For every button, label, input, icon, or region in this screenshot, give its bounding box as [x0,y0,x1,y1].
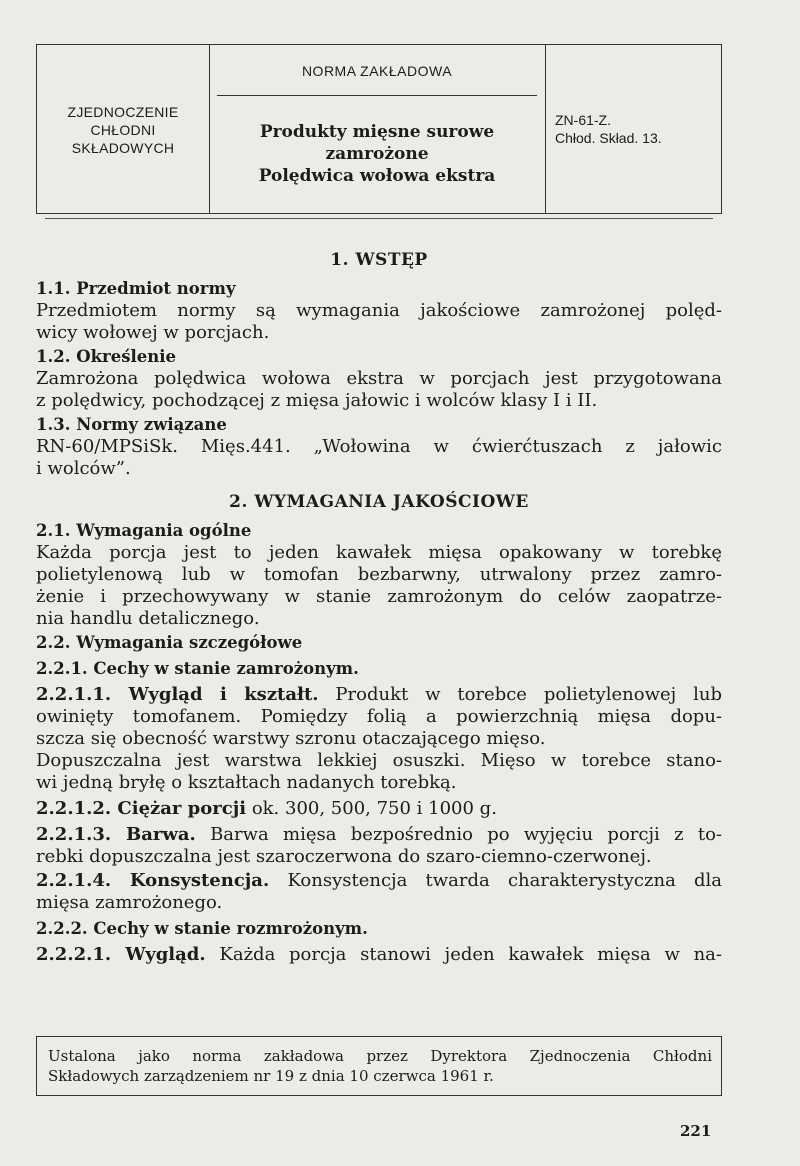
subsection-1-2-text: Zamrożona polędwica wołowa ekstra w porcjach jest przygotowana z polędwicy, pochodzącej z mięsa jałowic i wolców klasy I i II. [36,368,722,411]
organization-name [37,103,209,157]
subsection-2-2-2-1-text: 2.2.2.1. Wygląd. Każda porcja stanowi jeden kawałek mięsa w na- [36,944,722,965]
code-line: Chłod. Skład. 13. [555,130,662,146]
subsection-2-2-1-title: 2.2.1. Cechy w stanie zamrożonym. [36,659,359,678]
product-title [209,121,545,187]
product-line: zamrożone [325,144,429,164]
section-2-heading: 2. WYMAGANIA JAKOŚCIOWE [229,492,529,512]
org-line: ZJEDNOCZENIE [67,104,179,120]
org-line: SKŁADOWYCH [71,140,175,156]
product-line: Polędwica wołowa ekstra [258,166,496,186]
subsection-2-2-1-3-text: 2.2.1.3. Barwa. Barwa mięsa bezpośrednio po wyjęciu porcji z to- rebki dopuszczalna jest szaroczerwona do szaro-ciemno-czerwonej. [36,824,722,867]
subsection-1-2-title: 1.2. Określenie [36,347,177,366]
norm-code [555,111,725,147]
footnote-box [36,1036,722,1096]
section-1-heading: 1. WSTĘP [330,250,428,270]
subsection-1-3-title: 1.3. Normy związane [36,415,227,434]
subsection-1-1-title: 1.1. Przedmiot normy [36,279,236,298]
subsection-2-2-1-4-text: 2.2.1.4. Konsystencja. Konsystencja twarda charakterystyczna dla mięsa zamrożonego. [36,870,722,913]
subsection-2-2-1-2-text: 2.2.1.2. Ciężar porcji ok. 300, 500, 750 i 1000 g. [36,798,497,819]
page-number: 221 [680,1122,712,1140]
code-line: ZN-61-Z. [555,112,611,128]
footnote-text: Ustalona jako norma zakładowa przez Dyrektora Zjednoczenia Chłodni Składowych zarządzeniem nr 19 z dnia 10 czerwca 1961 r. [48,1047,712,1085]
subsection-2-1-text: Każda porcja jest to jeden kawałek mięsa opakowany w torebkę polietylenową lub w tomofan bezbarwny, utrwalony przez zamro- żenie i przechowywany w stanie zamrożonym do celów zaopatrze- nia handlu detalicznego. [36,542,722,629]
norm-type-label: NORMA ZAKŁADOWA [301,63,453,79]
subsection-1-3-text: RN-60/MPSiSk. Mięs.441. „Wołowina w ćwierćtuszach z jałowic i wolców”. [36,436,722,479]
subsection-2-2-1-1-text: 2.2.1.1. Wygląd i kształt. Produkt w torebce polietylenowej lub owinięty tomofanem. Pomiędzy folią a powierzchnią mięsa dopu- szcza się obecność warstwy szronu otaczającego mięso. Dopuszczalna jest warstwa lekkiej osuszki. Mięso w torebce stano- wi jedną bryłę o kształtach nadanych torebką. [36,684,722,793]
subsection-2-2-2-title: 2.2.2. Cechy w stanie rozmrożonym. [36,919,368,938]
org-line: CHŁODNI [90,122,156,138]
subsection-2-1-title: 2.1. Wymagania ogólne [36,521,252,540]
product-line: Produkty mięsne surowe [259,122,495,142]
header-table [36,44,722,214]
subsection-1-1-text: Przedmiotem normy są wymagania jakościowe zamrożonej polęd- wicy wołowej w porcjach. [36,300,722,343]
subsection-2-2-title: 2.2. Wymagania szczegółowe [36,633,303,652]
document-body [36,250,722,968]
